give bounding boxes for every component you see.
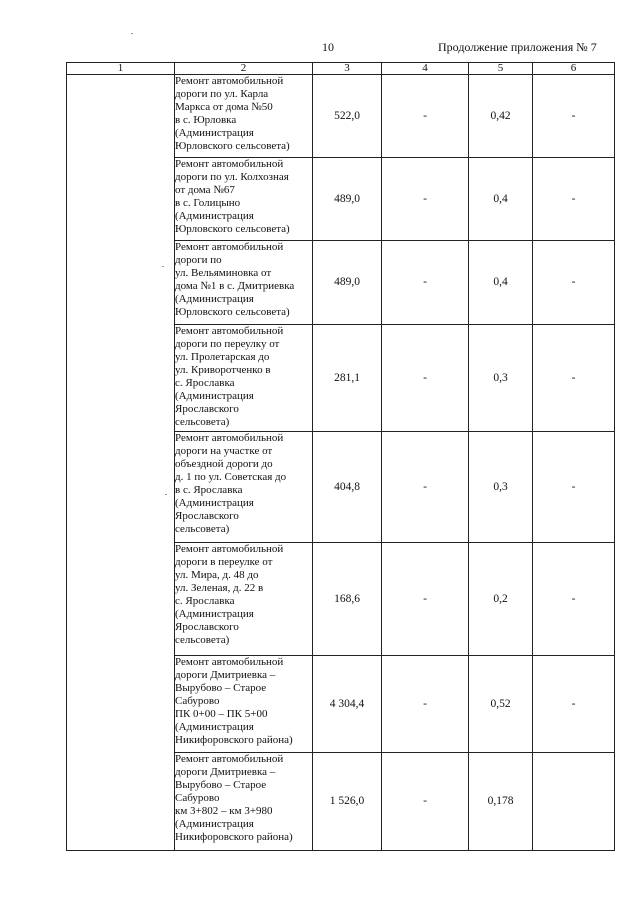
row-col5-value: 0,4	[469, 158, 533, 241]
column-header-4: 4	[382, 63, 469, 75]
column-header-6: 6	[533, 63, 615, 75]
row-description: Ремонт автомобильной дороги по переулку от ул. Пролетарская до ул. Криворотченко в с. Ярославка (Администрация Ярославского сельсовета)	[175, 325, 313, 432]
row-col5-value: 0,3	[469, 325, 533, 432]
merged-column-1-cell	[67, 75, 175, 851]
scan-speck	[131, 33, 133, 34]
row-col3-value: 522,0	[313, 75, 382, 158]
row-col6-value: -	[533, 75, 615, 158]
row-col4-value: -	[382, 432, 469, 543]
row-col3-value: 4 304,4	[313, 656, 382, 753]
row-description: Ремонт автомобильной дороги по ул. Колхозная от дома №67 в с. Голицыно (Администрация Юрловского сельсовета)	[175, 158, 313, 241]
row-description: Ремонт автомобильной дороги Дмитриевка – Вырубово – Старое Сабурово км 3+802 – км 3+980 (Администрация Никифоровского района)	[175, 753, 313, 851]
row-col3-value: 489,0	[313, 241, 382, 325]
row-col5-value: 0,3	[469, 432, 533, 543]
row-description: Ремонт автомобильной дороги Дмитриевка – Вырубово – Старое Сабурово ПК 0+00 – ПК 5+00 (Администрация Никифоровского района)	[175, 656, 313, 753]
scan-speck	[165, 494, 167, 495]
row-col5-value: 0,42	[469, 75, 533, 158]
row-description: Ремонт автомобильной дороги по ул. Вельяминовка от дома №1 в с. Дмитриевка (Администрация Юрловского сельсовета)	[175, 241, 313, 325]
road-repair-table	[66, 62, 615, 851]
row-col5-value: 0,2	[469, 543, 533, 656]
row-col4-value: -	[382, 241, 469, 325]
page-number: 10	[322, 40, 334, 54]
row-col6-value: -	[533, 656, 615, 753]
column-header-1: 1	[67, 63, 175, 75]
row-col6-value: -	[533, 543, 615, 656]
column-header-3: 3	[313, 63, 382, 75]
column-number-row	[67, 63, 615, 75]
row-col4-value: -	[382, 656, 469, 753]
row-col3-value: 489,0	[313, 158, 382, 241]
row-col4-value: -	[382, 543, 469, 656]
row-col6-value: -	[533, 325, 615, 432]
column-header-5: 5	[469, 63, 533, 75]
row-col6-value: -	[533, 158, 615, 241]
row-col3-value: 168,6	[313, 543, 382, 656]
row-col3-value: 404,8	[313, 432, 382, 543]
row-col3-value: 1 526,0	[313, 753, 382, 851]
row-description: Ремонт автомобильной дороги в переулке от ул. Мира, д. 48 до ул. Зеленая, д. 22 в с. Ярославка (Администрация Ярославского сельсовета)	[175, 543, 313, 656]
continuation-caption: Продолжение приложения № 7	[438, 40, 597, 54]
row-col4-value: -	[382, 75, 469, 158]
row-col4-value: -	[382, 158, 469, 241]
column-header-2: 2	[175, 63, 313, 75]
row-col5-value: 0,178	[469, 753, 533, 851]
row-col3-value: 281,1	[313, 325, 382, 432]
row-col5-value: 0,52	[469, 656, 533, 753]
row-col4-value: -	[382, 753, 469, 851]
row-col6-value	[533, 753, 615, 851]
scan-speck	[162, 266, 164, 267]
row-col5-value: 0,4	[469, 241, 533, 325]
row-col4-value: -	[382, 325, 469, 432]
row-col6-value: -	[533, 432, 615, 543]
row-description: Ремонт автомобильной дороги на участке от объездной дороги до д. 1 по ул. Советская до в с. Ярославка (Администрация Ярославского сельсовета)	[175, 432, 313, 543]
row-col6-value: -	[533, 241, 615, 325]
table-row	[67, 75, 615, 158]
row-description: Ремонт автомобильной дороги по ул. Карла Маркса от дома №50 в с. Юрловка (Администрация Юрловского сельсовета)	[175, 75, 313, 158]
